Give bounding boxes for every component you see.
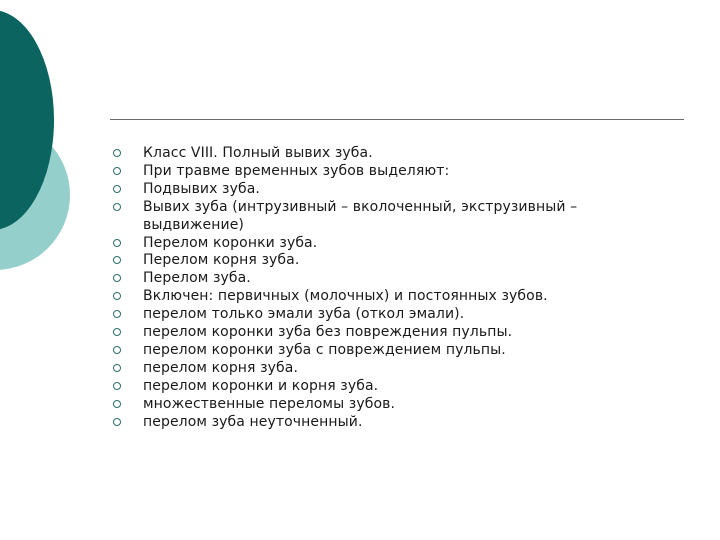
hollow-circle-icon [113,167,121,175]
hollow-circle-icon [113,418,121,426]
list-item [113,288,633,306]
decorative-circles [0,0,120,300]
list-item [113,270,633,288]
list-item [113,199,633,235]
list-item [113,360,633,378]
hollow-circle-icon [113,185,121,193]
list-item [113,181,633,199]
hollow-circle-icon [113,364,121,372]
hollow-circle-icon [113,239,121,247]
list-item-text: множественные переломы зубов. [143,395,396,412]
list-item-text: Подвывих зуба. [143,180,260,197]
list-item [113,235,633,253]
list-item-text: Перелом корня зуба. [143,252,300,269]
list-item-text: перелом зуба неуточненный. [143,413,363,430]
hollow-circle-icon [113,346,121,354]
list-item-text: Перелом зуба. [143,270,251,287]
list-item [113,414,633,432]
hollow-circle-icon [113,310,121,318]
hollow-circle-icon [113,328,121,336]
list-item [113,145,633,163]
list-item [113,378,633,396]
list-item [113,163,633,181]
list-item [113,342,633,360]
list-item-text: перелом коронки зуба с повреждением пульпы. [143,341,506,358]
list-item [113,324,633,342]
hollow-circle-icon [113,400,121,408]
list-item-text: Класс VIII. Полный вывих зуба. [143,145,373,161]
list-item-text: перелом коронки зуба без повреждения пульпы. [143,324,513,341]
hollow-circle-icon [113,382,121,390]
list-item-text: Включен: первичных (молочных) и постоянных зубов. [143,288,548,305]
list-item-text: Перелом коронки зуба. [143,234,318,251]
list-item [113,252,633,270]
title-divider-line [110,119,684,120]
hollow-circle-icon [113,292,121,300]
list-item [113,306,633,324]
bullet-list [113,145,633,432]
list-item-text: При травме временных зубов выделяют: [143,162,450,179]
list-item-text: Вывих зуба (интрузивный – вколоченный, экструзивный – выдвижение) [143,198,578,233]
list-item [113,396,633,414]
list-item-text: перелом коронки и корня зуба. [143,377,379,394]
hollow-circle-icon [113,149,121,157]
list-item-text: перелом только эмали зуба (откол эмали). [143,306,465,323]
hollow-circle-icon [113,274,121,282]
hollow-circle-icon [113,256,121,264]
list-item-text: перелом корня зуба. [143,359,299,376]
hollow-circle-icon [113,203,121,211]
